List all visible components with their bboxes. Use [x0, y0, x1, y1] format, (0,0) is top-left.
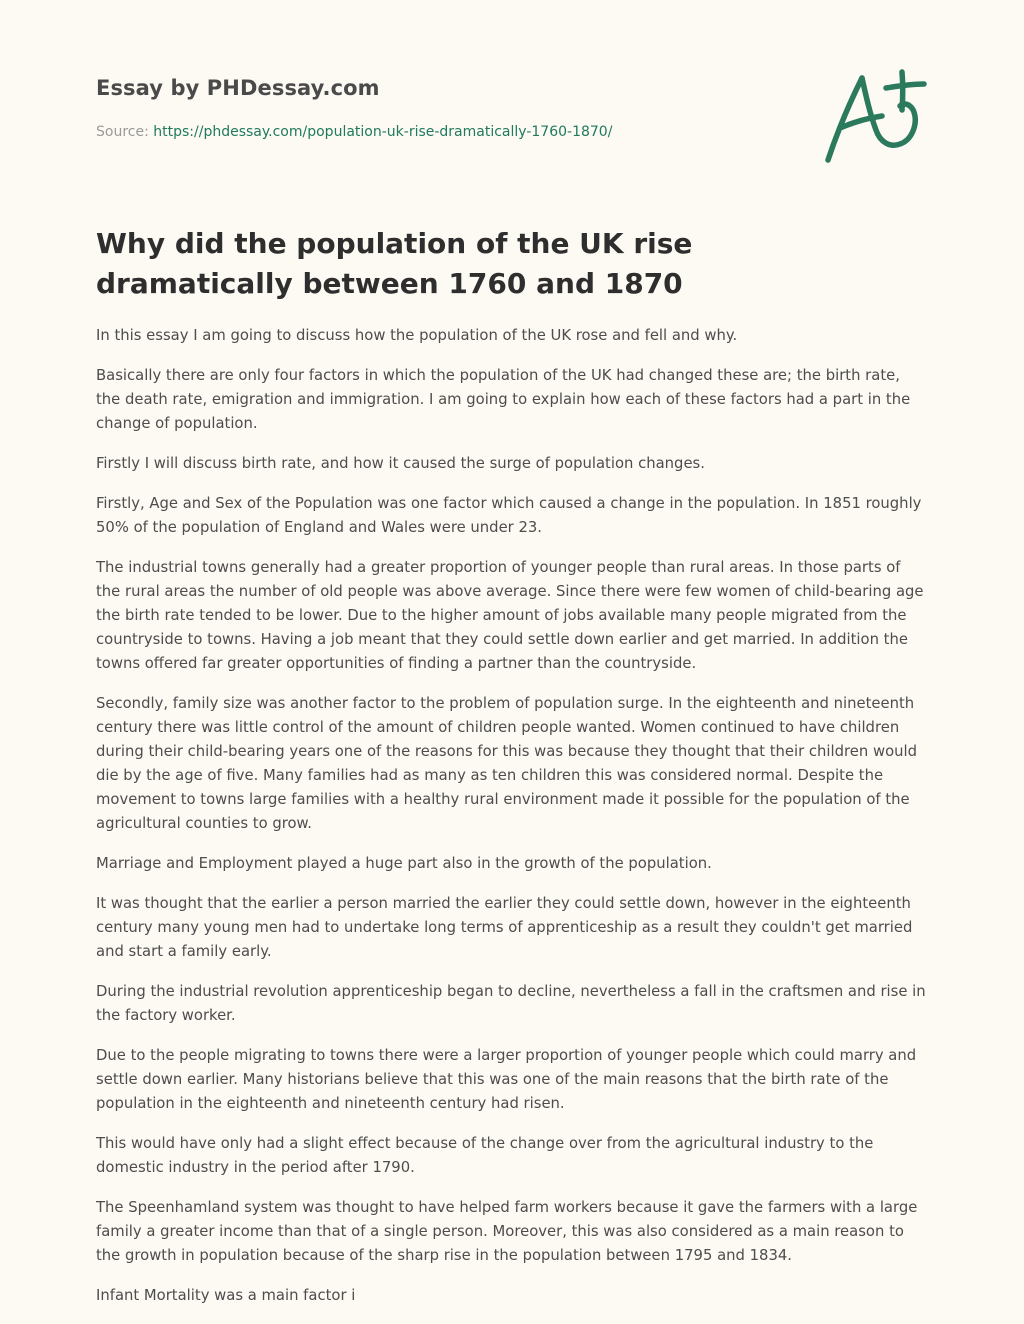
essay-paragraph: Marriage and Employment played a huge part also in the growth of the population.: [96, 855, 712, 872]
essay-body: [96, 324, 928, 1324]
a-plus-logo-icon: [818, 66, 930, 166]
essay-paragraph: This would have only had a slight effect because of the change over from the agricultural industry to the domestic industry in the period after 1790.: [96, 1135, 874, 1176]
essay-paragraph: Firstly I will discuss birth rate, and how it caused the surge of population changes.: [96, 455, 705, 472]
site-brand: Essay by PHDessay.com: [96, 76, 380, 100]
essay-paragraph-truncated: Infant Mortality was a main factor i: [96, 1287, 356, 1304]
essay-paragraph: It was thought that the earlier a person married the earlier they could settle down, however in the eighteenth century many young men had to undertake long terms of apprenticeship as a result they couldn't get married and start a family early.: [96, 895, 913, 960]
essay-paragraph: During the industrial revolution apprenticeship began to decline, nevertheless a fall in the craftsmen and rise in the factory worker.: [96, 983, 926, 1024]
essay-paragraph: Secondly, family size was another factor to the problem of population surge. In the eighteenth and nineteenth century there was little control of the amount of children people wanted. Women continued to have children during their child-bearing years one of the reasons for this was because they thought that their children would die by the age of five. Many families had as many as ten children this was considered normal. Despite the movement to towns large families with a healthy rural environment made it possible for the population of the agricultural counties to grow.: [96, 695, 918, 832]
source-line: [96, 124, 612, 140]
essay-paragraph: The Speenhamland system was thought to have helped farm workers because it gave the farmers with a large family a greater income than that of a single person. Moreover, this was also considered as a main reason to the growth in population because of the sharp rise in the population between 1795 and 1834.: [96, 1199, 918, 1264]
essay-title: Why did the population of the UK rise dramatically between 1760 and 1870: [96, 227, 693, 300]
essay-paragraph: Firstly, Age and Sex of the Population was one factor which caused a change in the population. In 1851 roughly 50% of the population of England and Wales were under 23.: [96, 495, 922, 536]
source-link[interactable]: https://phdessay.com/population-uk-rise-dramatically-1760-1870/: [153, 124, 613, 140]
essay-paragraph: Due to the people migrating to towns there were a larger proportion of younger people which could marry and settle down earlier. Many historians believe that this was one of the main reasons that the birth rate of the population in the eighteenth and nineteenth century had risen.: [96, 1047, 917, 1112]
essay-paragraph: The industrial towns generally had a greater proportion of younger people than rural areas. In those parts of the rural areas the number of old people was above average. Since there were few women of child-bearing age the birth rate tended to be lower. Due to the higher amount of jobs available many people migrated from the countryside to towns. Having a job meant that they could settle down earlier and get married. In addition the towns offered far greater opportunities of finding a partner than the countryside.: [96, 559, 924, 672]
source-label: Source:: [96, 124, 149, 140]
essay-paragraph: Basically there are only four factors in which the population of the UK had changed these are; the birth rate, the death rate, emigration and immigration. I am going to explain how each of these factors had a part in the change of population.: [96, 367, 911, 432]
essay-paragraph: In this essay I am going to discuss how the population of the UK rose and fell and why.: [96, 327, 738, 344]
